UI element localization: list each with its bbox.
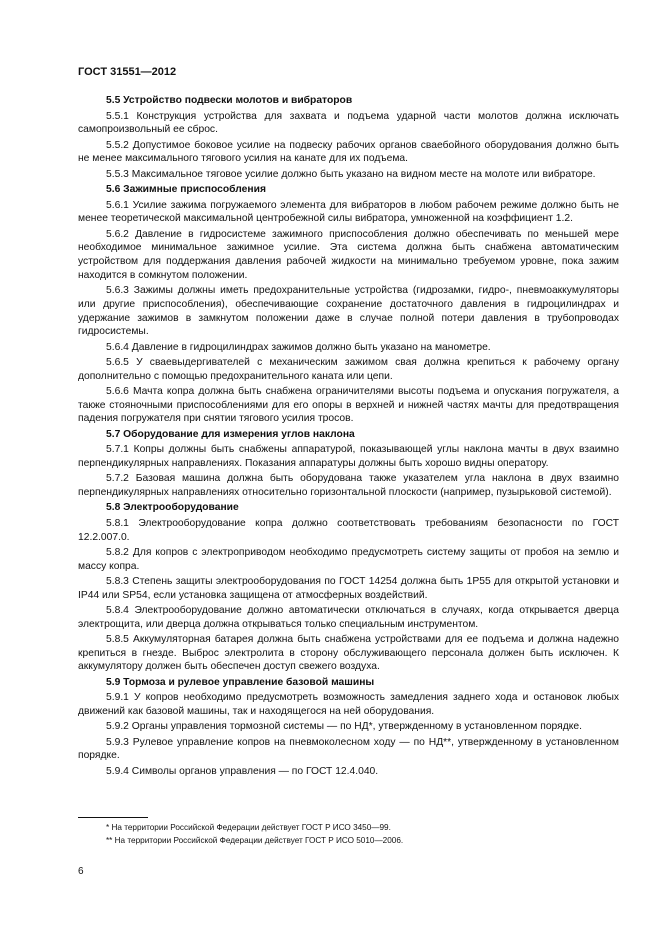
section <box>78 428 619 500</box>
paragraph: 5.7.2 Базовая машина должна быть оборудована также указателем угла наклона в двух взаимно перпендикулярных направлениях относительно горизонтальной плоскости (например, пузырьковой системой). <box>78 473 619 498</box>
paragraph: 5.6.3 Зажимы должны иметь предохранительные устройства (гидрозамки, гидро-, пневмоаккумуляторы или другие приспособления), обеспечивающие сохранение достаточного давления в гидроцилиндрах и удержание зажимов в замкнутом положении даже в случае полной потери давления в трубопроводах гидросистемы. <box>78 285 619 338</box>
section-heading: 5.6 Зажимные приспособления <box>106 184 266 195</box>
paragraph: 5.5.3 Максимальное тяговое усилие должно быть указано на видном месте на молоте или вибраторе. <box>106 168 596 180</box>
document-body <box>78 93 619 780</box>
paragraph: 5.7.1 Копры должны быть снабжены аппаратурой, показывающей углы наклона мачты в двух взаимно перпендикулярных направлениях. Показания аппаратуры должны быть хорошо видны оператору. <box>78 444 619 469</box>
footnote: ** На территории Российской Федерации действует ГОСТ Р ИСО 5010—2006. <box>106 835 404 845</box>
paragraph: 5.9.3 Рулевое управление копров на пневмоколесном ходу — по НД**, утвержденному в установленном порядке. <box>78 736 619 762</box>
paragraph: 5.9.4 Символы органов управления — по ГОСТ 12.4.040. <box>106 765 379 777</box>
paragraph: 5.6.2 Давление в гидросистеме зажимного приспособления должно обеспечивать по меньшей мере необходимое минимальное зажимное усилие. Эта система должна быть снабжена автоматическим устройством для поддержания давления рабочей жидкости на минимально требуемом уровне, пока зажим находится в сомкнутом положении. <box>78 228 619 281</box>
section <box>78 183 619 426</box>
paragraph: 5.5.2 Допустимое боковое усилие на подвеску рабочих органов сваебойного оборудования должно быть не менее максимального тягового усилия на канате для их подъема. <box>78 139 619 165</box>
paragraph: 5.9.1 У копров необходимо предусмотреть возможность замедления заднего хода и остановок любых движений как базовой машины, так и находящегося на ней оборудования. <box>78 692 619 718</box>
document-header: ГОСТ 31551—2012 <box>78 66 177 78</box>
section-heading: 5.9 Тормоза и рулевое управление базовой машины <box>106 676 375 688</box>
footnote-divider <box>78 817 148 818</box>
paragraph: 5.8.5 Аккумуляторная батарея должна быть снабжена устройствами для ее подъема и должна надежно крепиться в гнезде. Выброс электролита в сторону обслуживающего персонала должен быть исключен. К аккумулятору должен быть обеспечен доступ свежего воздуха. <box>78 633 619 673</box>
paragraph: 5.6.6 Мачта копра должна быть снабжена ограничителями высоты подъема и опускания погружателя, а также стояночными приспособлениями для его опоры в верхней и нижней частях мачты для предотвращения падения погружателя при снятии тягового усилия тросов. <box>78 385 619 425</box>
footnote: * На территории Российской Федерации действует ГОСТ Р ИСО 3450—99. <box>106 823 391 832</box>
paragraph: 5.6.4 Давление в гидроцилиндрах зажимов должно быть указано на манометре. <box>106 341 491 353</box>
footnotes <box>78 822 619 847</box>
paragraph: 5.8.4 Электрооборудование должно автоматически отключаться в случаях, когда открывается дверца электрощита, или дверца должна открываться только специальным инструментом. <box>78 604 619 630</box>
section-heading: 5.8 Электрооборудование <box>106 502 239 514</box>
paragraph: 5.8.3 Степень защиты электрооборудования по ГОСТ 14254 должна быть 1P55 для открытой установки и IP44 или SP54, если установка защищена от атмосферных воздействий. <box>78 575 619 601</box>
paragraph: 5.8.1 Электрооборудование копра должно соответствовать требованиям безопасности по ГОСТ 12.2.007.0. <box>78 517 619 543</box>
paragraph: 5.9.2 Органы управления тормозной системы — по НД*, утвержденному в установленном порядке. <box>106 721 582 733</box>
page-number: 6 <box>78 866 84 877</box>
paragraph: 5.5.1 Конструкция устройства для захвата и подъема ударной части молотов должна исключать самопроизвольный ее сброс. <box>78 110 619 136</box>
paragraph: 5.6.1 Усилие зажима погружаемого элемента для вибраторов в любом рабочем режиме должно быть не менее теоретической максимальной центробежной силы вибратора, умноженной на коэффициент 1.2. <box>78 199 619 225</box>
section <box>78 94 619 181</box>
section <box>78 676 619 779</box>
paragraph: 5.6.5 У сваевыдергивателей с механическим зажимом свая должна крепиться к рабочему органу дополнительно с помощью предохранительного каната или цепи. <box>78 356 619 382</box>
paragraph: 5.8.2 Для копров с электроприводом необходимо предусмотреть систему защиты от пробоя на землю и массу копра. <box>78 546 619 572</box>
section <box>78 501 619 674</box>
section-heading: 5.7 Оборудование для измерения углов наклона <box>106 428 355 440</box>
section-heading: 5.5 Устройство подвески молотов и вибраторов <box>106 95 353 106</box>
